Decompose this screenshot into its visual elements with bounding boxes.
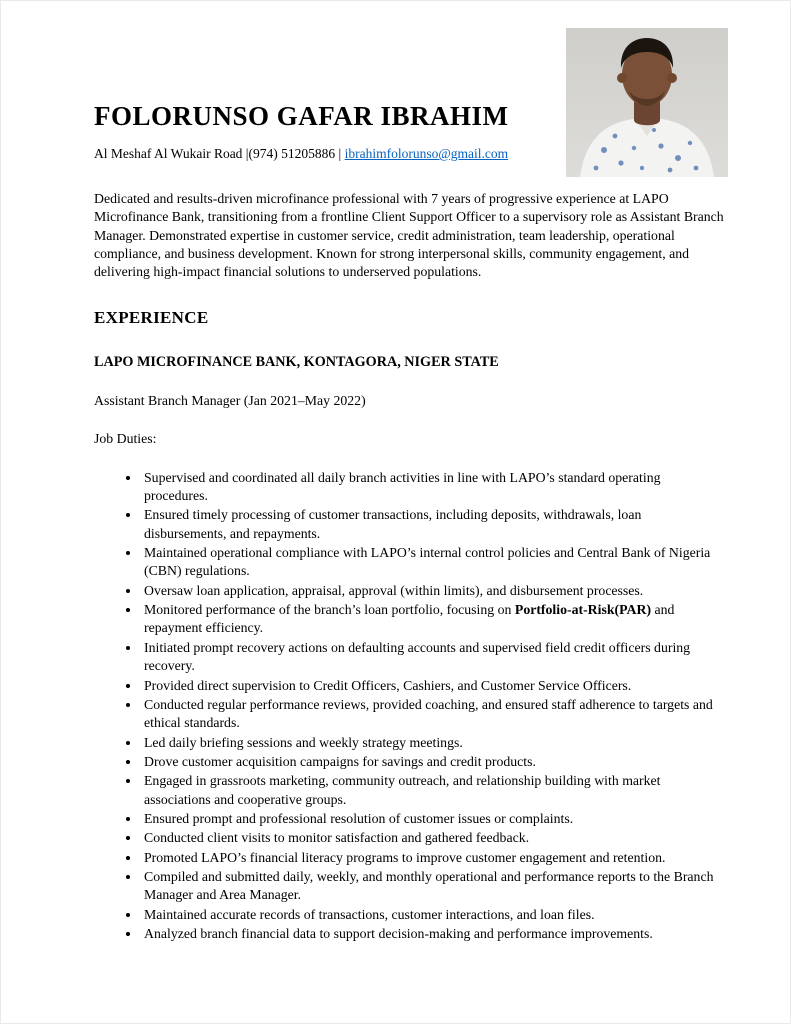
duty-item: • Promoted LAPO’s financial literacy programs to improve customer engagement and retention.: [141, 849, 726, 867]
duty-item: • Conducted regular performance reviews, provided coaching, and ensured staff adherence to targets and ethical standards.: [141, 696, 726, 733]
professional-summary: Dedicated and results-driven microfinance professional with 7 years of progressive experience at LAPO Microfinance Bank, transitioning from a frontline Client Support Officer to a supervisory role as Assistant Branch Manager. Demonstrated expertise in customer service, credit administration, team leadership, operational compliance, and business development. Known for strong interpersonal skills, community engagement, and delivering high-impact financial solutions to underserved populations.: [94, 191, 724, 280]
duty-item: • Led daily briefing sessions and weekly strategy meetings.: [141, 734, 726, 752]
duty-item: • Provided direct supervision to Credit Officers, Cashiers, and Customer Service Officers.: [141, 677, 726, 695]
duty-item: • Drove customer acquisition campaigns for savings and credit products.: [141, 753, 726, 771]
duty-item: • Initiated prompt recovery actions on defaulting accounts and supervised field credit officers during recovery.: [141, 639, 726, 676]
duty-item: • Compiled and submitted daily, weekly, and monthly operational and performance reports to the Branch Manager and Area Manager.: [141, 868, 726, 905]
duty-item: • Ensured timely processing of customer transactions, including deposits, withdrawals, loan disbursements, and repayments.: [141, 506, 726, 543]
job-duties-list: [94, 469, 726, 944]
duty-item: • Maintained operational compliance with LAPO’s internal control policies and Central Bank of Nigeria (CBN) regulations.: [141, 544, 726, 581]
job-title-and-dates: Assistant Branch Manager (Jan 2021–May 2022): [94, 392, 366, 408]
address-and-phone: Al Meshaf Al Wukair Road |(974) 51205886 |: [94, 146, 342, 161]
duty-item: • Analyzed branch financial data to support decision-making and performance improvements.: [141, 925, 726, 943]
duty-item: • Oversaw loan application, appraisal, approval (within limits), and disbursement processes.: [141, 582, 726, 600]
duty-item: • Supervised and coordinated all daily branch activities in line with LAPO’s standard operating procedures.: [141, 469, 726, 506]
portrait-photo-illustration: [566, 28, 728, 177]
experience-section-title: EXPERIENCE: [94, 307, 209, 327]
duty-item: • Conducted client visits to monitor satisfaction and gathered feedback.: [141, 829, 726, 847]
duty-item: • Engaged in grassroots marketing, community outreach, and relationship building with market associations and cooperative groups.: [141, 772, 726, 809]
job-duties-label: Job Duties:: [94, 430, 157, 446]
profile-photo: [566, 28, 728, 177]
duty-item: • Ensured prompt and professional resolution of customer issues or complaints.: [141, 810, 726, 828]
employer-name: LAPO MICROFINANCE BANK, KONTAGORA, NIGER STATE: [94, 353, 499, 370]
duty-item: • Maintained accurate records of transactions, customer interactions, and loan files.: [141, 906, 726, 924]
duty-item: • Monitored performance of the branch’s loan portfolio, focusing on Portfolio-at-Risk(PAR) and repayment efficiency.: [141, 601, 726, 638]
candidate-name: FOLORUNSO GAFAR IBRAHIM: [94, 101, 509, 131]
email-link[interactable]: ibrahimfolorunso@gmail.com: [344, 146, 509, 161]
